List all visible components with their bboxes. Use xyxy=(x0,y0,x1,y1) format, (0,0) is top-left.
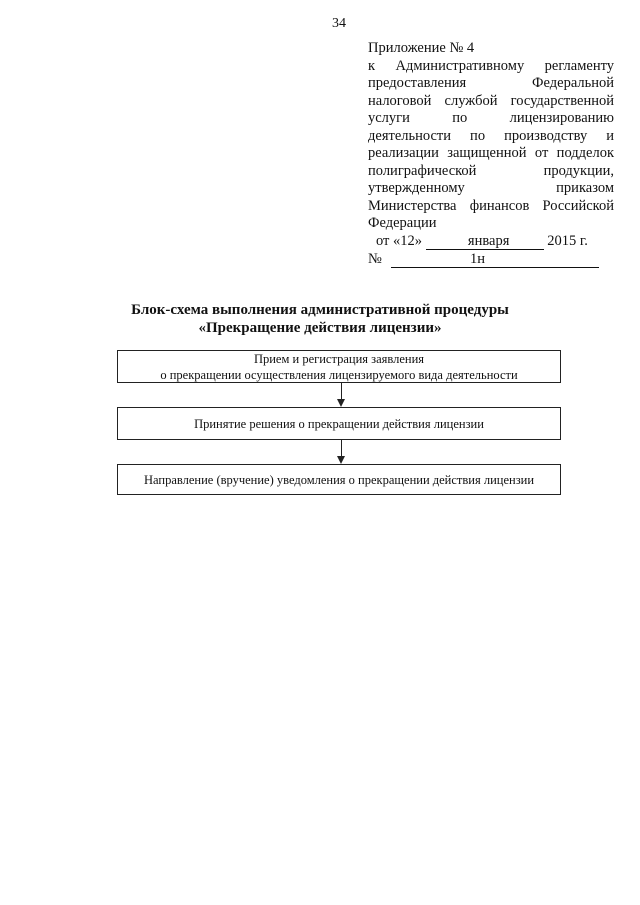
step-text: Прием и регистрация заявления xyxy=(253,351,425,366)
appendix-line: полиграфической продукции, xyxy=(368,162,614,179)
appendix-line: налоговой службой государственной xyxy=(368,92,614,109)
document-title-line-2: «Прекращение действия лицензии» xyxy=(198,320,442,336)
appendix-line: реализации защищенной от подделок xyxy=(368,145,614,161)
appendix-line: предоставления Федеральной xyxy=(368,75,614,91)
appendix-line: Министерства финансов Российской xyxy=(368,197,614,214)
page-number: 34 xyxy=(332,16,346,31)
flow-step-decision xyxy=(117,407,561,440)
order-date-line xyxy=(376,233,588,250)
arrow-down-icon xyxy=(337,399,345,407)
number-blank xyxy=(391,252,599,268)
appendix-line: Приложение № 4 xyxy=(368,40,475,56)
flow-step-receive-application xyxy=(117,350,561,383)
step-text: Принятие решения о прекращении действия лицензии xyxy=(194,416,484,431)
flow-step-notification xyxy=(117,464,561,495)
appendix-line: Федерации xyxy=(368,215,437,231)
number-label: № xyxy=(368,251,382,267)
arrow-shaft xyxy=(341,440,342,457)
appendix-line: услуги по лицензированию xyxy=(368,110,614,126)
arrow-shaft xyxy=(341,383,342,400)
appendix-block xyxy=(368,40,614,233)
step-text: о прекращении осуществления лицензируемого вида деятельности xyxy=(160,367,518,382)
document-title-line-1: Блок-схема выполнения административной процедуры xyxy=(131,302,509,318)
appendix-line: к Административному регламенту xyxy=(368,57,614,74)
date-year: 2015 г. xyxy=(547,233,588,249)
step-text: Направление (вручение) уведомления о прекращении действия лицензии xyxy=(143,472,535,487)
arrow-down-icon xyxy=(337,456,345,464)
date-month: января xyxy=(467,233,510,249)
order-number-line xyxy=(368,251,599,268)
appendix-line: утвержденному приказом xyxy=(368,180,614,196)
date-month-blank xyxy=(426,234,544,250)
date-prefix: от «12» xyxy=(376,233,423,249)
number-value: 1н xyxy=(469,251,485,267)
appendix-line: деятельности по производству и xyxy=(368,127,614,144)
